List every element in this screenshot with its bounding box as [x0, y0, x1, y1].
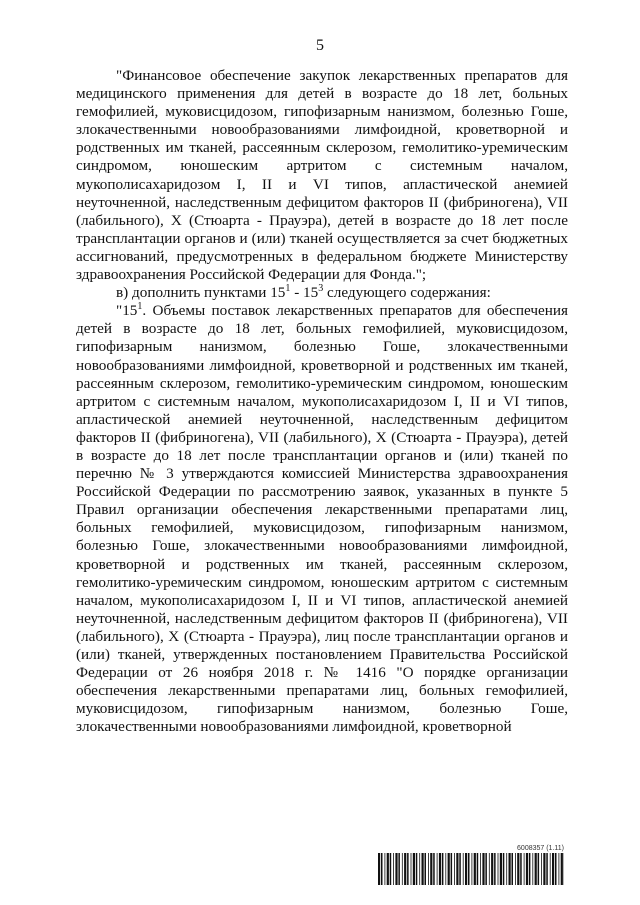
barcode-bar — [555, 853, 557, 885]
barcode-bar — [489, 853, 490, 885]
barcode-bar — [500, 853, 502, 885]
barcode-bar — [477, 853, 479, 885]
barcode-bar — [451, 853, 453, 885]
barcode-bar — [526, 853, 528, 885]
barcode — [378, 853, 564, 885]
barcode-bar — [480, 853, 481, 885]
barcode-bar — [398, 853, 400, 885]
barcode-bar — [411, 853, 412, 885]
amendment-prefix: в) дополнить пунктами 15 — [116, 284, 286, 302]
barcode-bar — [485, 853, 487, 885]
barcode-bar — [503, 853, 505, 885]
page-number: 5 — [316, 37, 324, 54]
barcode-bar — [550, 853, 551, 885]
barcode-bar — [456, 853, 458, 885]
barcode-bar — [454, 853, 455, 885]
document-body — [76, 67, 568, 736]
barcode-bar — [546, 853, 548, 885]
barcode-bar — [404, 853, 406, 885]
barcode-bar — [465, 853, 467, 885]
barcode-bar — [402, 853, 403, 885]
barcode-bar — [515, 853, 516, 885]
barcode-bar — [498, 853, 499, 885]
amendment-sup-3: 3 — [318, 283, 324, 295]
barcode-bar — [529, 853, 531, 885]
barcode-bar — [524, 853, 525, 885]
paragraph-financing: "Финансовое обеспечение закупок лекарственных препаратов для медицинского применения для детей в возрасте до 18 лет, больных гемофилией, муковисцидозом, гипофизарным нанизмом, болезнью Гоше, злокачественными новообразованиями лимфоидной, кроветворной и родственных им тканей, рассеянным склерозом, гемолитико-уремическим синдромом, юношеским артритом с системным началом, мукополисахаридозом I, II и VI типов, апластической анемией неуточненной, наследственным дефицитом факторов II (фибриногена), VII (лабильного), X (Стюарта - Прауэра), детей в возрасте до 18 лет после трансплантации органов и (или) тканей осуществляется за счет бюджетных ассигнований, предусмотренных в федеральном бюджете Министерству здравоохранения Российской Федерации для Фонда."; — [76, 67, 568, 284]
barcode-bar — [541, 853, 542, 885]
barcode-bar — [395, 853, 397, 885]
barcode-bar — [472, 853, 473, 885]
barcode-bar — [517, 853, 519, 885]
barcode-bar — [393, 853, 394, 885]
barcode-bar — [445, 853, 446, 885]
paragraph-amendment — [76, 284, 568, 302]
barcode-bar — [474, 853, 476, 885]
barcode-bar — [482, 853, 484, 885]
amendment-middle: - 15 — [290, 284, 319, 302]
barcode-bar — [428, 853, 429, 885]
barcode-bar — [416, 853, 418, 885]
barcode-bar — [442, 853, 444, 885]
document-code: 6008357 (1.11) — [517, 845, 564, 852]
barcode-bar — [437, 853, 438, 885]
barcode-bar — [520, 853, 522, 885]
barcode-bar — [407, 853, 409, 885]
barcode-bar — [413, 853, 415, 885]
amendment-suffix: следующего содержания: — [323, 284, 491, 302]
barcode-bar — [506, 853, 507, 885]
paragraph-item-15-1 — [76, 302, 568, 736]
item-text: . Объемы поставок лекарственных препаратов для обеспечения детей в возрасте до 18 лет, больных гемофилией, муковисцидозом, гипофизарным нанизмом, болезнью Гоше, злокачественными новообразованиями лимфоидной, кроветворной и родственных им тканей, рассеянным склерозом, гемолитико-уремическим синдромом, юношеским артритом с системным началом, мукополисахаридозом I, II и VI типов, апластической анемией неуточненной, наследственным дефицитом факторов II (фибриногена), VII (лабильного), X (Стюарта - Прауэра), детей в возрасте до 18 лет после трансплантации органов и (или) тканей по перечню № 3 утверждаются комиссией Министерства здравоохранения Российской Федерации по рассмотрению заявок, указанных в пункте 5 Правил организации обеспечения лекарственными препаратами лиц, больных гемофилией, муковисцидозом, гипофизарным нанизмом, болезнью Гоше, злокачественными новообразованиями лимфоидной, кроветворной и родственных им тканей, рассеянным склерозом, гемолитико-уремическим синдромом, юношеским артритом с системным началом, мукополисахаридозом I, II и VI типов, апластической анемией неуточненной, наследственным дефицитом факторов II (фибриногена), VII (лабильного), X (Стюарта - Прауэра), лиц после трансплантации органов и (или) тканей, утвержденных постановлением Правительства Российской Федерации от 26 ноября 2018 г. № 1416 "О порядке организации обеспечения лекарственными препаратами лиц, больных гемофилией, муковисцидозом, гипофизарным нанизмом, болезнью Гоше, злокачественными новообразованиями лимфоидной, кроветворной — [76, 302, 568, 736]
barcode-bar — [385, 853, 386, 885]
barcode-bar — [559, 853, 560, 885]
barcode-bar — [387, 853, 389, 885]
barcode-bar — [378, 853, 380, 885]
item-sup: 1 — [137, 301, 143, 313]
barcode-bar — [468, 853, 470, 885]
barcode-bar — [491, 853, 493, 885]
barcode-bar — [538, 853, 540, 885]
barcode-bar — [439, 853, 441, 885]
barcode-bar — [419, 853, 420, 885]
barcode-bar — [512, 853, 514, 885]
barcode-bar — [425, 853, 427, 885]
barcode-bar — [532, 853, 533, 885]
barcode-bar — [433, 853, 435, 885]
barcode-bar — [381, 853, 383, 885]
barcode-bar — [543, 853, 545, 885]
barcode-bar — [459, 853, 461, 885]
barcode-bar — [448, 853, 450, 885]
barcode-bar — [552, 853, 554, 885]
barcode-bar — [494, 853, 496, 885]
barcode-bar — [463, 853, 464, 885]
barcode-bar — [430, 853, 432, 885]
item-prefix: "15 — [116, 302, 138, 320]
barcode-bar — [422, 853, 424, 885]
barcode-bar — [535, 853, 537, 885]
barcode-bar — [561, 853, 563, 885]
barcode-bar — [509, 853, 511, 885]
amendment-sup-1: 1 — [285, 283, 291, 295]
barcode-bar — [390, 853, 392, 885]
